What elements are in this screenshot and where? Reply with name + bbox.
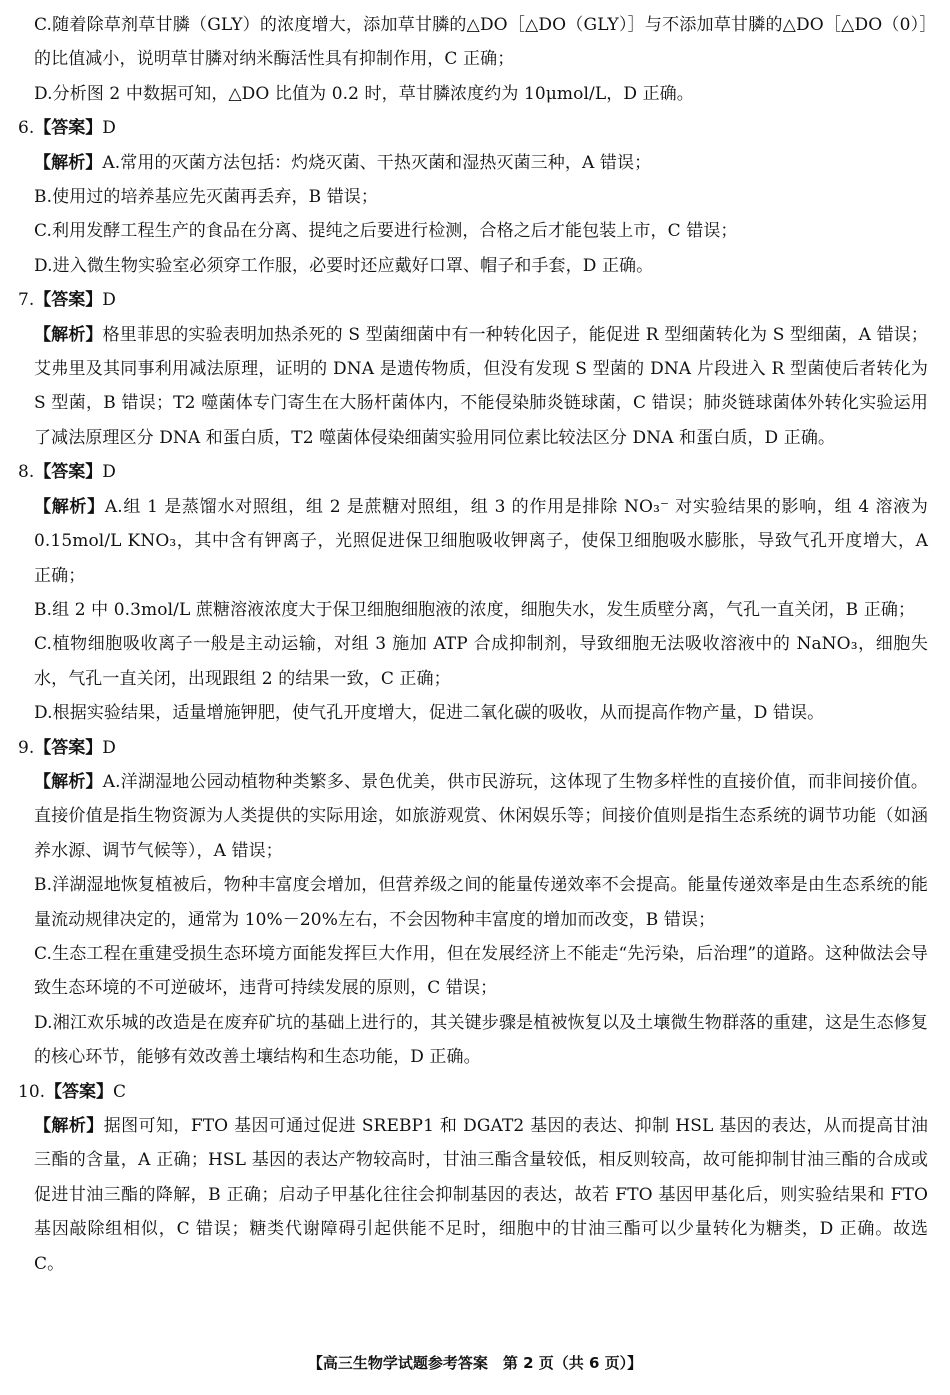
q6-line-a: A.常用的灭菌方法包括：灼烧灭菌、干热灭菌和湿热灭菌三种，A 错误； <box>102 152 652 173</box>
q9-analysis-label: 【解析】 <box>34 771 103 792</box>
q10-analysis <box>34 1109 928 1281</box>
q8-option-b: B.组 2 中 0.3mol/L 蔗糖溶液浓度大于保卫细胞细胞液的浓度，细胞失水，发生质壁分离，气孔一直关闭，B 正确； <box>34 599 916 620</box>
q8-option-c: C.植物细胞吸收离子一般是主动运输，对组 3 施加 ATP 合成抑制剂，导致细胞无法吸收溶液中的 NaNO₃，细胞失水，气孔一直关闭，出现跟组 2 的结果一致，C 正确； <box>34 634 928 689</box>
q8-answer: D <box>102 462 116 483</box>
q9-option-a: A.洋湖湿地公园动植物种类繁多、景色优美，供市民游玩，这体现了生物多样性的直接价值，而非间接价值。直接价值是指生物资源为人类提供的实际用途，如旅游观赏、休闲娱乐等；间接价值则是指生态系统的调节功能（如涵养水源、调节气候等），A 错误； <box>34 771 928 861</box>
q8-option-a: A.组 1 是蒸馏水对照组，组 2 是蔗糖对照组，组 3 的作用是排除 NO₃⁻ 对实验结果的影响，组 4 溶液为 0.15mol/L KNO₃，其中含有钾离子，光照促进保卫细胞吸收钾离子，使保卫细胞吸水膨胀，导致气孔开度增大，A 正确； <box>34 496 928 586</box>
q7-answer: D <box>102 290 116 311</box>
q10-answer-label: 【答案】 <box>45 1081 114 1102</box>
q9-number: 9. <box>18 737 35 758</box>
q6-answer-line <box>18 111 928 145</box>
q9-answer: D <box>102 737 116 758</box>
q7-number: 7. <box>18 290 35 311</box>
q9-option-c: C.生态工程在重建受损生态环境方面能发挥巨大作用，但在发展经济上不能走“先污染，后治理”的道路。这种做法会导致生态环境的不可逆破坏，违背可持续发展的原则，C 错误； <box>34 943 928 999</box>
q9-answer-line <box>18 731 928 765</box>
q9-option-d: D.湘江欢乐城的改造是在废弃矿坑的基础上进行的，其关键步骤是植被恢复以及土壤微生物群落的重建，这是生态修复的核心环节，能够有效改善土壤结构和生态功能，D 正确。 <box>34 1012 928 1068</box>
q10-answer: C <box>113 1081 127 1102</box>
q5-option-c: C.随着除草剂草甘膦（GLY）的浓度增大，添加草甘膦的△DO［△DO（GLY）］与不添加草甘膦的△DO［△DO（0）］的比值减小，说明草甘膦对纳米酶活性具有抑制作用，C 正确； <box>34 15 928 70</box>
q9-option-b: B.洋湖湿地恢复植被后，物种丰富度会增加，但营养级之间的能量传递效率不会提高。能量传递效率是由生态系统的能量流动规律决定的，通常为 10%－20%左右，不会因物种丰富度的增加而改变，B 错误； <box>34 875 928 930</box>
q6-answer: D <box>102 118 116 139</box>
q10-answer-line <box>18 1075 928 1109</box>
q6-analysis-label: 【解析】 <box>34 152 103 173</box>
q5-option-d: D.分析图 2 中数据可知，△DO 比值为 0.2 时，草甘膦浓度约为 10μmol/L，D 正确。 <box>34 83 694 104</box>
q6-line-b: B.使用过的培养基应先灭菌再丢弃，B 错误； <box>34 187 378 208</box>
page-footer: 【高三生物学试题参考答案 第 2 页（共 6 页）】 <box>307 1354 643 1372</box>
q6-number: 6. <box>18 118 35 139</box>
q6-line-d: D.进入微生物实验室必须穿工作服，必要时还应戴好口罩、帽子和手套，D 正确。 <box>34 255 654 276</box>
q8-analysis-label: 【解析】 <box>34 496 105 517</box>
q8-analysis-a <box>34 490 928 593</box>
q9-analysis-a <box>34 765 928 868</box>
q10-analysis-label: 【解析】 <box>34 1116 104 1136</box>
q10-analysis-text: 据图可知，FTO 基因可通过促进 SREBP1 和 DGAT2 基因的表达、抑制 HSL 基因的表达，从而提高甘油三酯的含量，A 正确；HSL 基因的表达产物较高时，甘油三酯含量较低，相反则较高，故可能抑制甘油三酯的合成或促进甘油三酯的降解，B 正确；启动子甲基化往往会抑制基因的表达，故若 FTO 基因甲基化后，则实验结果和 FTO 基因敲除组相似，C 错误；糖类代谢障碍引起供能不足时，细胞中的甘油三酯可以少量转化为糖类，D 正确。故选 C。 <box>34 1116 929 1274</box>
q6-answer-label: 【答案】 <box>34 118 103 139</box>
q10-number: 10. <box>18 1081 46 1102</box>
q8-number: 8. <box>18 462 35 483</box>
q6-line-c: C.利用发酵工程生产的食品在分离、提纯之后要进行检测，合格之后才能包装上市，C 错误； <box>34 221 738 242</box>
q7-answer-line <box>18 283 928 317</box>
q8-option-d: D.根据实验结果，适量增施钾肥，使气孔开度增大，促进二氧化碳的吸收，从而提高作物产量，D 错误。 <box>34 703 825 724</box>
q8-answer-line <box>18 455 928 489</box>
q9-answer-label: 【答案】 <box>34 737 103 758</box>
q8-answer-label: 【答案】 <box>34 462 103 483</box>
q7-analysis <box>34 318 928 456</box>
q7-analysis-text: 格里菲思的实验表明加热杀死的 S 型菌细菌中有一种转化因子，能促进 R 型细菌转化为 S 型细菌，A 错误；艾弗里及其同事利用减法原理，证明的 DNA 是遗传物质，但没有发现 S 型菌的 DNA 片段进入 R 型菌使后者转化为 S 型菌，B 错误；T2 噬菌体专门寄生在大肠杆菌体内，不能侵染肺炎链球菌，C 错误；肺炎链球菌体外转化实验运用了减法原理区分 DNA 和蛋白质，T2 噬菌体侵染细菌实验用同位素比较法区分 DNA 和蛋白质，D 正确。 <box>34 324 929 448</box>
q7-analysis-label: 【解析】 <box>34 324 103 345</box>
q6-analysis-a <box>34 146 928 180</box>
q7-answer-label: 【答案】 <box>34 290 103 311</box>
